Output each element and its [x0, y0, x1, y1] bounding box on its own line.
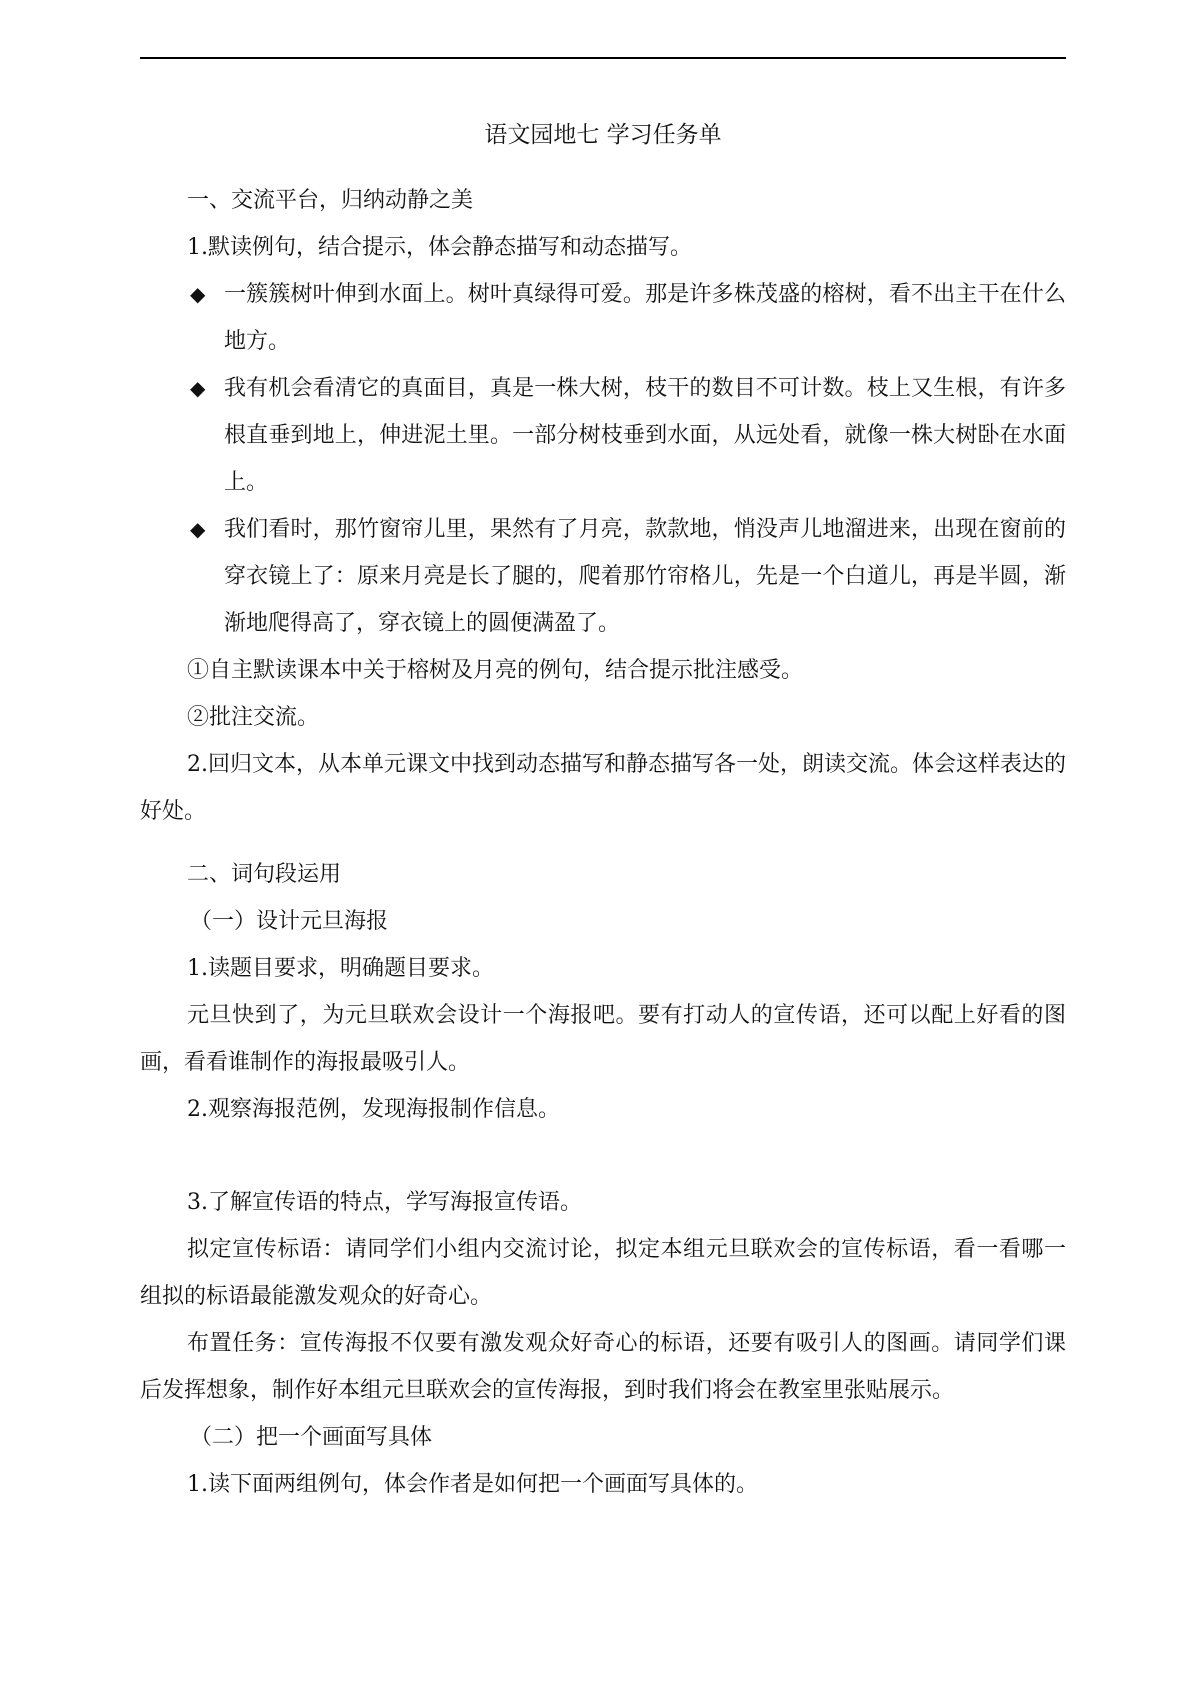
example-bullet: [140, 271, 1066, 365]
example-text: 我们看时，那竹窗帘儿里，果然有了月亮，款款地，悄没声儿地溜进来，出现在窗前的穿衣镜上了：原来月亮是长了腿的，爬着那竹帘格儿，先是一个白道儿，再是半圆，渐渐地爬得高了，穿衣镜上的圆便满盈了。: [224, 517, 1066, 636]
part-1-item-2: 2.观察海报范例，发现海报制作信息。: [187, 1097, 560, 1122]
section-2-heading: 二、词句段运用: [187, 862, 342, 887]
diamond-bullet-icon: ◆: [190, 376, 206, 400]
part-1-paragraph-1: 元旦快到了，为元旦联欢会设计一个海报吧。要有打动人的宣传语，还可以配上好看的图画，看看谁制作的海报最吸引人。: [140, 1003, 1066, 1075]
example-text: 一簇簇树叶伸到水面上。树叶真绿得可爱。那是许多株茂盛的榕树，看不出主干在什么地方。: [224, 282, 1066, 354]
part-1-paragraph-2: 拟定宣传标语：请同学们小组内交流讨论，拟定本组元旦联欢会的宣传标语，看一看哪一组拟的标语最能激发观众的好奇心。: [140, 1237, 1066, 1309]
part-1-paragraph-3: 布置任务：宣传海报不仅要有激发观众好奇心的标语，还要有吸引人的图画。请同学们课后发挥想象，制作好本组元旦联欢会的宣传海报，到时我们将会在教室里张贴展示。: [140, 1331, 1066, 1403]
document-body: [140, 112, 1066, 1508]
diamond-bullet-icon: ◆: [190, 282, 206, 306]
example-text: 我有机会看清它的真面目，真是一株大树，枝干的数目不可计数。枝上又生根，有许多根直垂到地上，伸进泥土里。一部分树枝垂到水面，从远处看，就像一株大树卧在水面上。: [224, 376, 1066, 495]
poster-example-gap: [140, 1133, 1066, 1179]
diamond-bullet-icon: ◆: [190, 517, 206, 541]
section-1-step-2: ②批注交流。: [187, 705, 320, 730]
section-1-item-1: 1.默读例句，结合提示，体会静态描写和动态描写。: [187, 235, 692, 260]
part-2-item-1: 1.读下面两组例句，体会作者是如何把一个画面写具体的。: [187, 1472, 758, 1497]
spacer: [140, 835, 1066, 851]
example-bullet: [140, 365, 1066, 506]
part-2-heading: （二）把一个画面写具体: [190, 1425, 433, 1450]
page-title: 语文园地七 学习任务单: [484, 122, 722, 148]
section-1-item-2: 2.回归文本，从本单元课文中找到动态描写和静态描写各一处，朗读交流。体会这样表达的好处。: [140, 752, 1066, 824]
part-1-item-3: 3.了解宣传语的特点，学写海报宣传语。: [187, 1190, 582, 1215]
section-1-heading: 一、交流平台，归纳动静之美: [187, 188, 474, 213]
example-bullet: [140, 506, 1066, 647]
section-1-step-1: ①自主默读课本中关于榕树及月亮的例句，结合提示批注感受。: [187, 658, 804, 683]
part-1-heading: （一）设计元旦海报: [190, 909, 389, 934]
header-rule: [140, 57, 1066, 59]
part-1-item-1: 1.读题目要求，明确题目要求。: [187, 956, 494, 981]
